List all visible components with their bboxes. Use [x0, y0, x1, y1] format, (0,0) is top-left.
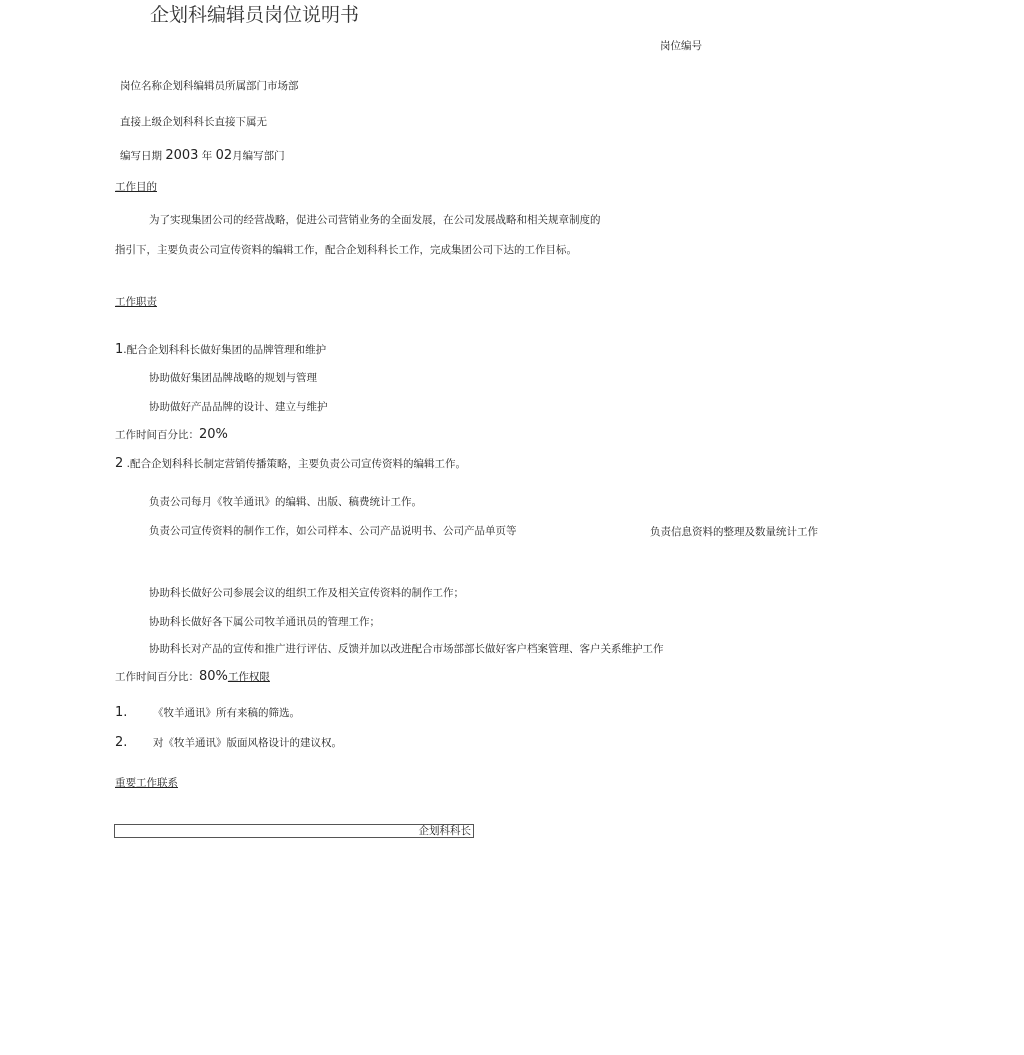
authority-item-2-text: 对《牧羊通讯》版面风格设计的建议权。 [153, 737, 342, 749]
supervisor-info-line: 直接上级企划科科长直接下属无 [120, 116, 267, 128]
time-percentage-label: 工作时间百分比： [115, 671, 199, 683]
authority-item-1-text: 《牧羊通讯》所有来稿的筛选。 [153, 707, 300, 719]
section-heading-relations: 重要工作联系 [115, 777, 178, 789]
writing-date-tail: 月编写部门 [232, 150, 285, 162]
duty-item-2-sub-1: 负责公司每月《牧羊通讯》的编辑、出版、稿费统计工作。 [149, 496, 422, 508]
duty-item-2-sub-5: 协助科长对产品的宣传和推广进行评估、反馈并加以改进配合市场部部长做好客户档案管理、客户关系维护工作 [149, 643, 664, 655]
duty-item-2-sub-4: 协助科长做好各下属公司牧羊通讯员的管理工作； [149, 616, 380, 628]
duty-item-1-title: .配合企划科科长做好集团的品牌管理和维护 [123, 344, 327, 356]
duty-item-2-title: .配合企划科科长制定营销传播策略，主要负责公司宣传资料的编辑工作。 [126, 458, 466, 470]
relations-table-row [114, 824, 474, 838]
position-info-line: 岗位名称企划科编辑员所属部门市场部 [120, 80, 299, 92]
duty-item-1-sub-1: 协助做好集团品牌战略的规划与管理 [149, 372, 317, 384]
section-heading-duties: 工作职责 [115, 296, 157, 308]
duty-item-2-number: 2 [115, 456, 124, 471]
duty-item-1-number: 1 [115, 342, 124, 357]
duty-item-2-time [115, 670, 270, 684]
duty-item-1-sub-2: 协助做好产品品牌的设计、建立与维护 [149, 401, 328, 413]
relations-table-cell: 企划科科长 [418, 825, 471, 837]
authority-item-1 [115, 706, 300, 720]
time-percentage-value: 20% [199, 427, 228, 442]
writing-date-year: 2003 [165, 148, 199, 163]
writing-date-line [120, 149, 285, 163]
time-percentage-value: 80% [199, 669, 228, 684]
position-number-label: 岗位编号 [660, 40, 702, 52]
duty-item-1-time [115, 428, 228, 442]
writing-date-month: 02 [215, 148, 233, 163]
duty-item-2 [115, 457, 466, 471]
duty-item-2-sub-3: 协助科长做好公司参展会议的组织工作及相关宣传资料的制作工作； [149, 587, 464, 599]
document-title: 企划科编辑员岗位说明书 [150, 4, 360, 26]
writing-date-label: 编写日期 [120, 150, 162, 162]
authority-item-2 [115, 736, 342, 750]
section-heading-authority: 工作权限 [227, 671, 270, 683]
authority-item-1-number: 1. [115, 705, 128, 720]
time-percentage-label: 工作时间百分比： [115, 429, 199, 441]
section-heading-purpose: 工作目的 [115, 181, 157, 193]
duty-item-1 [115, 343, 326, 357]
duty-item-2-sub-2: 负责公司宣传资料的制作工作，如公司样本、公司产品说明书、公司产品单页等 [149, 525, 517, 537]
purpose-paragraph-line-1: 为了实现集团公司的经营战略，促进公司营销业务的全面发展，在公司发展战略和相关规章制度的 [149, 214, 601, 226]
authority-item-2-number: 2. [115, 735, 128, 750]
purpose-paragraph-line-2: 指引下，主要负责公司宣传资料的编辑工作，配合企划科科长工作，完成集团公司下达的工作目标。 [115, 244, 577, 256]
writing-date-year-unit: 年 [201, 150, 213, 162]
duty-item-2-sub-2-right: 负责信息资料的整理及数量统计工作 [650, 526, 818, 538]
